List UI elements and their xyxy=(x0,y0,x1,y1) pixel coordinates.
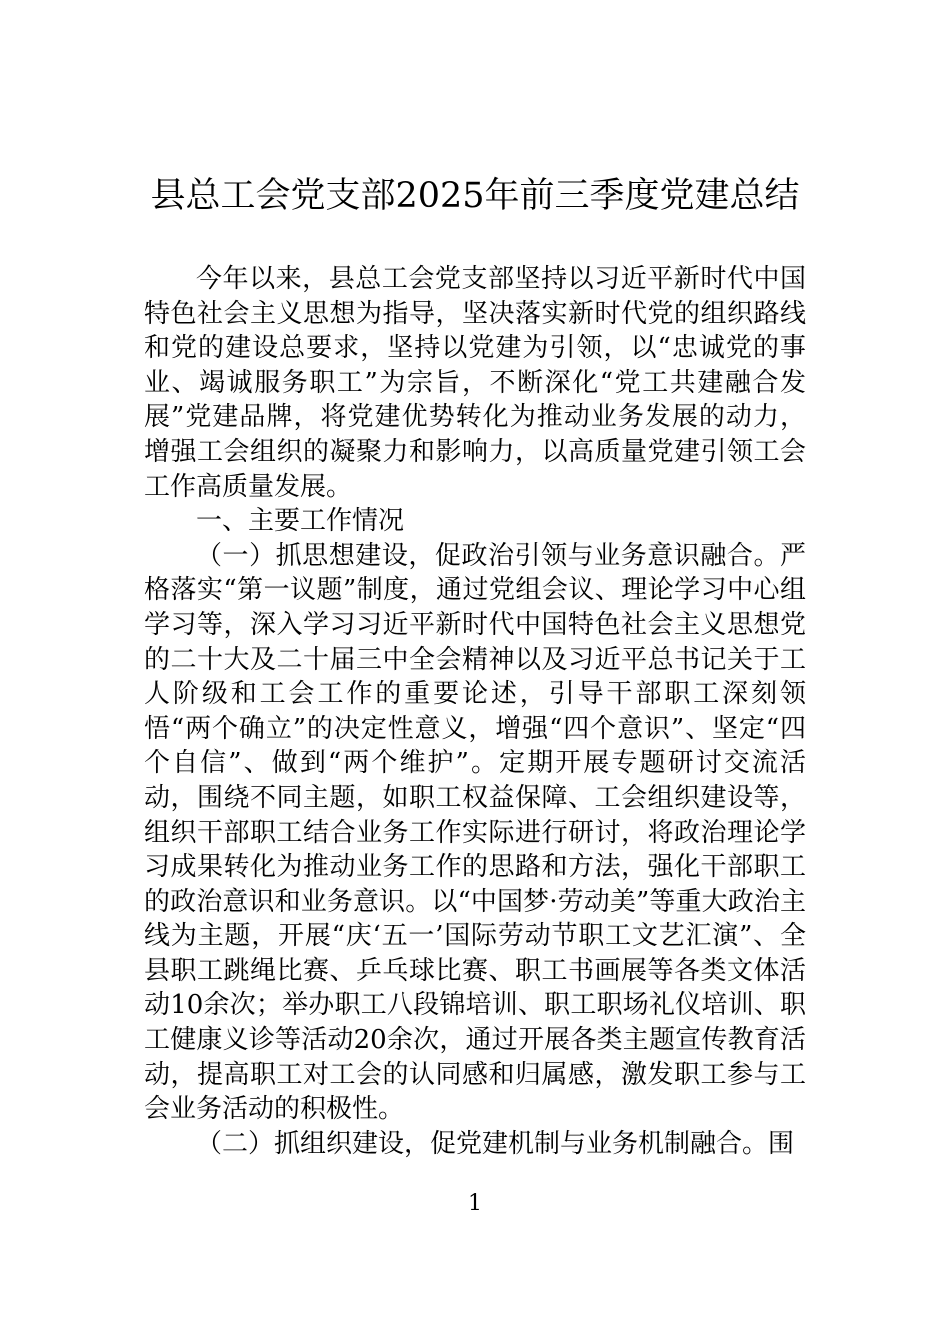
document-title: 县总工会党支部2025年前三季度党建总结 xyxy=(150,176,800,216)
document-body xyxy=(144,262,806,1161)
section-heading-main-work: 一、主要工作情况 xyxy=(196,506,405,537)
intro-paragraph: 今年以来，县总工会党支部坚持以习近平新时代中国特色社会主义思想为指导，坚决落实新时代党的组织路线和党的建设总要求，坚持以党建为引领，以“忠诚党的事业、竭诚服务职工”为宗旨，不断深化“党工共建融合发展”党建品牌，将党建优势转化为推动业务发展的动力，增强工会组织的凝聚力和影响力，以高质量党建引领工会工作高质量发展。 xyxy=(144,264,806,502)
page-number: 1 xyxy=(468,1191,482,1216)
subsection-ideology-paragraph: （一）抓思想建设，促政治引领与业务意识融合。严格落实“第一议题”制度，通过党组会议、理论学习中心组学习等，深入学习习近平新时代中国特色社会主义思想党的二十大及二十届三中全会精神以及习近平总书记关于工人阶级和工会工作的重要论述，引导干部职工深刻领悟“两个确立”的决定性意义，增强“四个意识”、坚定“四个自信”、做到“两个维护”。定期开展专题研讨交流活动，围绕不同主题，如职工权益保障、工会组织建设等，组织干部职工结合业务工作实际进行研讨，将政治理论学习成果转化为推动业务工作的思路和方法，强化干部职工的政治意识和业务意识。以“中国梦·劳动美”等重大政治主线为主题，开展“庆‘五一’国际劳动节职工文艺汇演”、全县职工跳绳比赛、乒乓球比赛、职工书画展等各类文体活动10余次；举办职工八段锦培训、职工职场礼仪培训、职工健康义诊等活动20余次，通过开展各类主题宣传教育活动，提高职工对工会的认同感和归属感，激发职工参与工会业务活动的积极性。 xyxy=(144,540,806,1125)
subsection-organization-paragraph: （二）抓组织建设，促党建机制与业务机制融合。围 xyxy=(196,1128,795,1159)
